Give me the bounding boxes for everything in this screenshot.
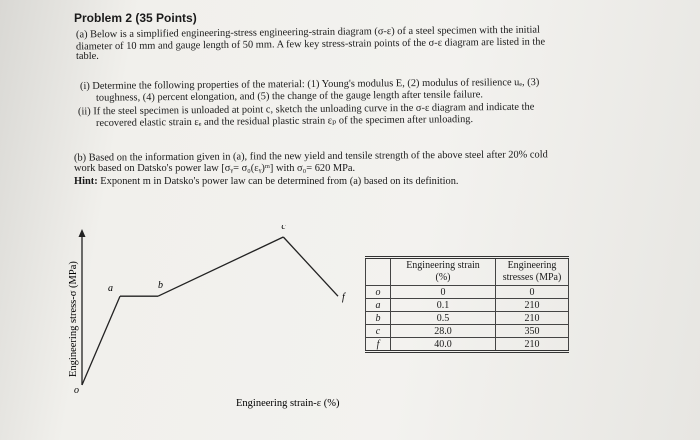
table-cell-stress: 210 bbox=[496, 338, 569, 352]
item-i-line-2: toughness, (4) percent elongation, and (5) the change of the gauge length after tensile failure. bbox=[95, 89, 483, 104]
stress-strain-chart bbox=[60, 225, 380, 425]
hint-text: Exponent m in Datsko's power law can be determined from (a) based on its definition. bbox=[100, 176, 459, 187]
table-header-strain bbox=[391, 258, 496, 286]
chart-axes bbox=[79, 229, 86, 385]
table-header-point bbox=[366, 258, 391, 286]
y-axis-arrow bbox=[79, 229, 86, 237]
part-a-line-2: diameter of 10 mm and gauge length of 50 mm. A few key stress-strain points of the σ-ε diagram are listed in the bbox=[75, 36, 546, 53]
table-cell-point: b bbox=[366, 312, 391, 325]
table-header-strain-line2: (%) bbox=[435, 272, 451, 283]
problem-title: Problem 2 (35 Points) bbox=[74, 11, 197, 25]
item-ii-line-1: (ii) If the steel specimen is unloaded at point c, sketch the unloading curve in the σ-ε diagram and indicate the bbox=[77, 101, 535, 118]
point-label-a: a bbox=[108, 283, 113, 295]
table-cell-point: a bbox=[366, 299, 391, 312]
table-cell-strain: 40.0 bbox=[391, 338, 496, 352]
table-header-stress-line2: stresses (MPa) bbox=[502, 272, 562, 283]
table-row bbox=[366, 299, 569, 312]
curve-segment-oa bbox=[82, 296, 120, 385]
table-cell-stress: 210 bbox=[496, 312, 569, 325]
part-a-line-1: (a) Below is a simplified engineering-stress engineering-strain diagram (σ-ε) of a steel specimen with the initial bbox=[75, 24, 540, 41]
table-cell-stress: 0 bbox=[496, 286, 569, 299]
hint-label: Hint: bbox=[74, 176, 98, 187]
table-cell-strain: 0.5 bbox=[391, 312, 496, 325]
table-row bbox=[366, 338, 569, 352]
table-cell-strain: 28.0 bbox=[391, 325, 496, 338]
table-row bbox=[366, 325, 569, 338]
curve-segment-cf bbox=[283, 237, 338, 296]
part-a-line-3: table. bbox=[76, 51, 99, 62]
x-axis-label: Engineering strain-ε (%) bbox=[236, 398, 340, 409]
point-label-b: b bbox=[158, 280, 163, 292]
item-i-line-1: (i) Determine the following properties of the material: (1) Young's modulus E, (2) modulus of resilience uₑ, (3) bbox=[79, 76, 540, 93]
table-cell-stress: 350 bbox=[496, 325, 569, 338]
y-axis-label: Engineering stress-σ (MPa) bbox=[68, 261, 79, 377]
part-b-line-2: work based on Datsko's power law [σᵧ= σ₀(εᵧ)ᵐ] with σ₀= 620 MPa. bbox=[74, 163, 356, 174]
table-cell-point: f bbox=[366, 338, 391, 352]
stress-strain-table bbox=[365, 256, 569, 353]
hint-line bbox=[74, 176, 459, 188]
chart-point-labels bbox=[74, 225, 346, 396]
point-label-o: o bbox=[74, 385, 79, 396]
table-cell-point: o bbox=[366, 286, 391, 299]
table-header-strain-line1: Engineering strain bbox=[406, 260, 480, 271]
point-label-c: c bbox=[281, 225, 286, 232]
table-cell-stress: 210 bbox=[496, 299, 569, 312]
point-label-f: f bbox=[342, 292, 345, 304]
table-header-stress bbox=[496, 258, 569, 286]
table-cell-strain: 0 bbox=[391, 286, 496, 299]
table-header-stress-line1: Engineering bbox=[507, 260, 557, 271]
table-cell-point: c bbox=[366, 325, 391, 338]
table-row bbox=[366, 286, 569, 299]
curve-segment-bc bbox=[158, 237, 283, 296]
table-row bbox=[366, 312, 569, 325]
table-cell-strain: 0.1 bbox=[391, 299, 496, 312]
table-header-row bbox=[366, 258, 569, 286]
item-ii-line-2: recovered elastic strain εₑ and the residual plastic strain εₚ of the specimen after unloading. bbox=[95, 114, 474, 129]
part-b-line-1: (b) Based on the information given in (a), find the new yield and tensile strength of the above steel after 20% cold bbox=[73, 149, 548, 164]
chart-series bbox=[82, 237, 338, 385]
